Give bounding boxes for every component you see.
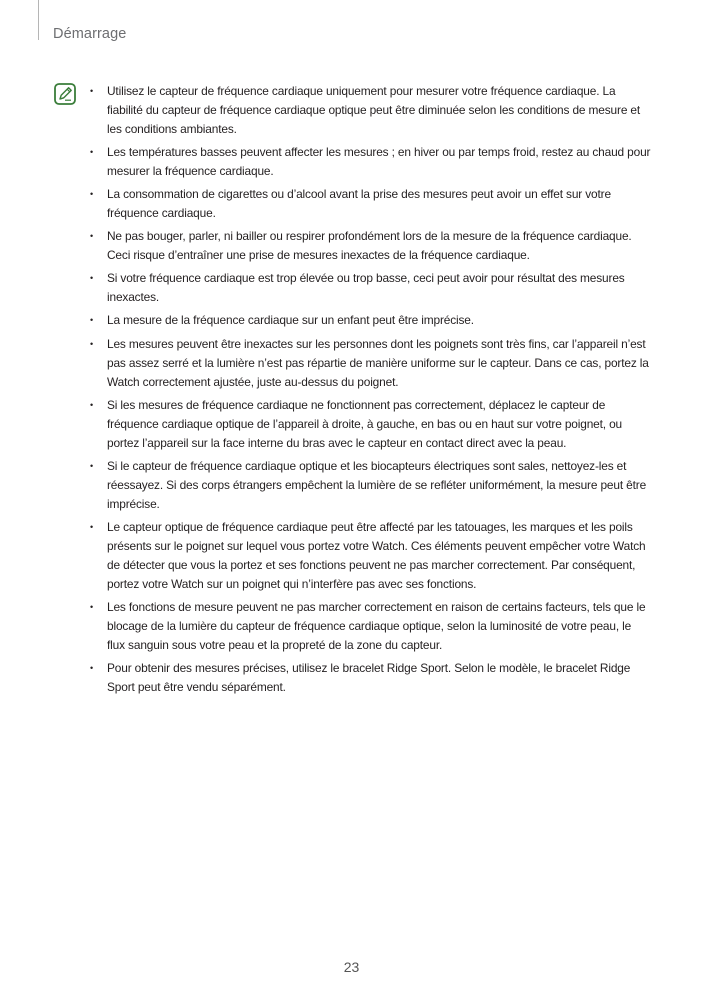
header-divider-line bbox=[38, 0, 39, 40]
note-item: • Pour obtenir des mesures précises, utilisez le bracelet Ridge Sport. Selon le modèle, le bracelet Ridge Sport peut être vendu séparément. bbox=[107, 659, 652, 697]
note-item: • Les températures basses peuvent affecter les mesures ; en hiver ou par temps froid, restez au chaud pour mesurer la fréquence cardiaque. bbox=[107, 143, 652, 181]
note-bullet-list bbox=[107, 82, 652, 701]
page-number: 23 bbox=[343, 959, 360, 975]
note-pencil-icon bbox=[54, 83, 76, 105]
note-item: • Utilisez le capteur de fréquence cardiaque uniquement pour mesurer votre fréquence cardiaque. La fiabilité du capteur de fréquence cardiaque optique peut être diminuée selon les conditions de mesure et les conditions ambiantes. bbox=[107, 82, 652, 139]
note-item: • Le capteur optique de fréquence cardiaque peut être affecté par les tatouages, les marques et les poils présents sur le poignet sur lequel vous portez votre Watch. Ces éléments peuvent empêcher votre Watch de détecter que vous la portez et ses fonctions peuvent ne pas marcher correctement. Par conséquent, portez votre Watch sur un poignet qui n’interfère pas avec ses fonctions. bbox=[107, 518, 652, 594]
note-item: • Ne pas bouger, parler, ni bailler ou respirer profondément lors de la mesure de la fréquence cardiaque. Ceci risque d’entraîner une prise de mesures inexactes de la fréquence cardiaque. bbox=[107, 227, 652, 265]
note-item: • Si votre fréquence cardiaque est trop élevée ou trop basse, ceci peut avoir pour résultat des mesures inexactes. bbox=[107, 269, 652, 307]
note-item: • La mesure de la fréquence cardiaque sur un enfant peut être imprécise. bbox=[107, 311, 652, 330]
section-title: Démarrage bbox=[53, 26, 127, 42]
note-item: • Les mesures peuvent être inexactes sur les personnes dont les poignets sont très fins, car l’appareil n’est pas assez serré et la lumière n’est pas répartie de manière uniforme sur le capteur. Dans ce cas, portez la Watch correctement ajustée, juste au-dessus du poignet. bbox=[107, 335, 652, 392]
note-item: • La consommation de cigarettes ou d’alcool avant la prise des mesures peut avoir un effet sur votre fréquence cardiaque. bbox=[107, 185, 652, 223]
note-item: • Si le capteur de fréquence cardiaque optique et les biocapteurs électriques sont sales, nettoyez-les et réessayez. Si des corps étrangers empêchent la lumière de se refléter uniformément, la mesure peut être imprécise. bbox=[107, 457, 652, 514]
note-item: • Les fonctions de mesure peuvent ne pas marcher correctement en raison de certains facteurs, tels que le blocage de la lumière du capteur de fréquence cardiaque optique, selon la luminosité de votre peau, le flux sanguin sous votre peau et la propreté de la zone du capteur. bbox=[107, 598, 652, 655]
note-item: • Si les mesures de fréquence cardiaque ne fonctionnent pas correctement, déplacez le capteur de fréquence cardiaque optique de l’appareil à droite, à gauche, en bas ou en haut sur votre poignet, ou portez l’appareil sur la face interne du bras avec le capteur en contact direct avec la peau. bbox=[107, 396, 652, 453]
